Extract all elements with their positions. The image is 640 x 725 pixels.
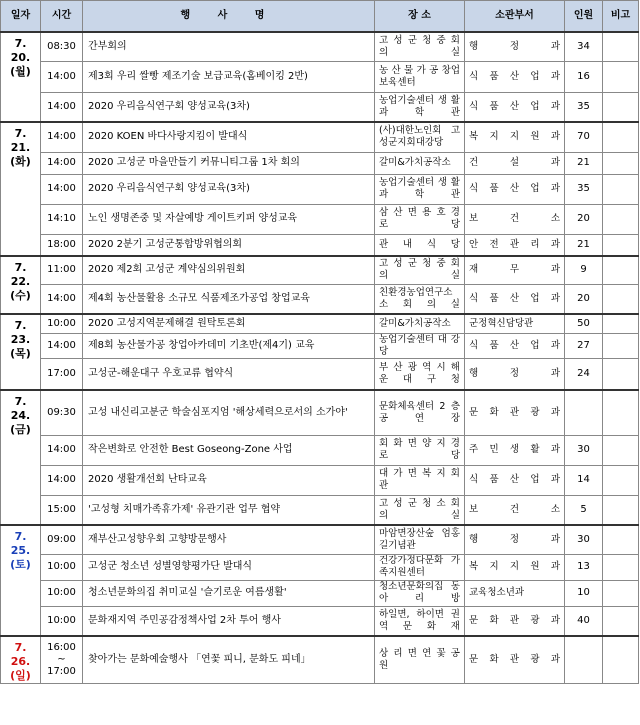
time-cell: 14:00 xyxy=(41,61,83,92)
weekday-label: (수) xyxy=(10,289,31,302)
date-cell xyxy=(1,390,41,525)
table-row xyxy=(1,358,639,390)
date-label: 7. 24. xyxy=(10,395,31,422)
table-row xyxy=(1,122,639,152)
department-cell: 문 화 관 광 과 xyxy=(465,606,565,636)
department-cell: 식 품 산 업 과 xyxy=(465,333,565,358)
table-row xyxy=(1,465,639,495)
event-name-cell: 작은변화로 안전한 Best Goseong-Zone 사업 xyxy=(83,435,375,465)
time-cell: 11:00 xyxy=(41,256,83,284)
notes-cell xyxy=(603,122,639,152)
event-name-cell: 제3회 우리 쌀빵 제조기술 보급교육(홈베이킹 2반) xyxy=(83,61,375,92)
notes-cell xyxy=(603,284,639,314)
table-row xyxy=(1,314,639,333)
table-row xyxy=(1,333,639,358)
time-cell: 14:00 xyxy=(41,435,83,465)
department-cell: 교육청소년과 xyxy=(465,580,565,606)
date-cell xyxy=(1,122,41,256)
place-cell: 고 성 군 청 중 회 의 실 xyxy=(375,256,465,284)
event-name-cell: 고성군-해운대구 우호교류 협약식 xyxy=(83,358,375,390)
department-cell: 행 정 과 xyxy=(465,32,565,61)
attendee-count-cell: 5 xyxy=(565,495,603,525)
weekday-label: (일) xyxy=(10,669,31,682)
place-cell: 농 산 물 가 공 창업보육센터 xyxy=(375,61,465,92)
time-cell: 14:00 xyxy=(41,174,83,204)
date-cell xyxy=(1,314,41,390)
department-cell: 행 정 과 xyxy=(465,525,565,554)
date-label: 7. 23. xyxy=(10,319,31,346)
place-cell: 부 산 광 역 시 해 운 대 구 청 xyxy=(375,358,465,390)
event-name-cell: '고성형 치매가족휴가제' 유관기관 업무 협약 xyxy=(83,495,375,525)
attendee-count-cell: 16 xyxy=(565,61,603,92)
place-cell: 농업기술센터 생 활 과 학 관 xyxy=(375,92,465,122)
attendee-count-cell xyxy=(565,636,603,684)
time-cell: 08:30 xyxy=(41,32,83,61)
time-cell: 09:00 xyxy=(41,525,83,554)
time-cell: 10:00 xyxy=(41,580,83,606)
notes-cell xyxy=(603,234,639,256)
department-cell: 보 건 소 xyxy=(465,495,565,525)
table-row xyxy=(1,204,639,234)
time-cell: 14:00 xyxy=(41,333,83,358)
event-name-cell: 청소년문화의집 취미교실 '슬기로운 여름생활' xyxy=(83,580,375,606)
event-name-cell: 고성 내신리고분군 학술심포지엄 '해상세력으로서의 소가야' xyxy=(83,390,375,435)
notes-cell xyxy=(603,174,639,204)
notes-cell xyxy=(603,358,639,390)
table-row xyxy=(1,495,639,525)
notes-cell xyxy=(603,495,639,525)
notes-cell xyxy=(603,465,639,495)
notes-cell xyxy=(603,61,639,92)
department-cell: 행 정 과 xyxy=(465,358,565,390)
date-cell xyxy=(1,636,41,684)
event-name-cell: 제4회 농산물활용 소규모 식품제조가공업 창업교육 xyxy=(83,284,375,314)
table-row xyxy=(1,554,639,580)
header-notes: 비고 xyxy=(603,1,639,33)
department-cell: 재 무 과 xyxy=(465,256,565,284)
header-dept: 소관부서 xyxy=(465,1,565,33)
event-name-cell: 재부산고성향우회 고향방문행사 xyxy=(83,525,375,554)
event-name-cell: 2020 제2회 고성군 계약심의위원회 xyxy=(83,256,375,284)
attendee-count-cell: 21 xyxy=(565,152,603,174)
time-cell: 14:10 xyxy=(41,204,83,234)
place-cell: 농업기술센터 대 강 당 xyxy=(375,333,465,358)
event-name-cell: 노인 생명존중 및 자살예방 게이트키퍼 양성교육 xyxy=(83,204,375,234)
event-name-cell: 2020 고성지역문제해결 원탁토론회 xyxy=(83,314,375,333)
header-attendees: 인원 xyxy=(565,1,603,33)
place-cell: 친환경농업연구소 소 회 의 실 xyxy=(375,284,465,314)
table-row xyxy=(1,390,639,435)
event-name-cell: 찾아가는 문화예술행사 「연꽃 피니, 문화도 피네」 xyxy=(83,636,375,684)
date-label: 7. 26. xyxy=(10,641,31,668)
table-row xyxy=(1,606,639,636)
header-place: 장 소 xyxy=(375,1,465,33)
header-time: 시간 xyxy=(41,1,83,33)
time-cell: 16:00 ~ 17:00 xyxy=(41,636,83,684)
attendee-count-cell: 9 xyxy=(565,256,603,284)
attendee-count-cell: 27 xyxy=(565,333,603,358)
department-cell: 복 지 지 원 과 xyxy=(465,554,565,580)
department-cell: 건 설 과 xyxy=(465,152,565,174)
attendee-count-cell xyxy=(565,390,603,435)
attendee-count-cell: 10 xyxy=(565,580,603,606)
place-cell: 하일면, 하이면 권 역 문 화 재 xyxy=(375,606,465,636)
date-label: 7. 21. xyxy=(10,127,31,154)
event-name-cell: 2020 2분기 고성군통합방위협의회 xyxy=(83,234,375,256)
date-label: 7. 20. xyxy=(10,37,31,64)
table-row xyxy=(1,234,639,256)
notes-cell xyxy=(603,314,639,333)
department-cell: 식 품 산 업 과 xyxy=(465,284,565,314)
time-cell: 14:00 xyxy=(41,284,83,314)
notes-cell xyxy=(603,636,639,684)
place-cell: 문화체육센터 2 층 공 연 장 xyxy=(375,390,465,435)
attendee-count-cell: 24 xyxy=(565,358,603,390)
attendee-count-cell: 20 xyxy=(565,284,603,314)
table-row xyxy=(1,525,639,554)
attendee-count-cell: 40 xyxy=(565,606,603,636)
table-row xyxy=(1,284,639,314)
department-cell: 식 품 산 업 과 xyxy=(465,465,565,495)
event-name-cell: 2020 우리음식연구회 양성교육(3차) xyxy=(83,174,375,204)
event-name-cell: 고성군 청소년 성별영향평가단 발대식 xyxy=(83,554,375,580)
attendee-count-cell: 35 xyxy=(565,174,603,204)
place-cell: 갈미&가치공작소 xyxy=(375,152,465,174)
table-row xyxy=(1,636,639,684)
department-cell: 식 품 산 업 과 xyxy=(465,174,565,204)
place-cell: 고 성 군 청 소 회 의 실 xyxy=(375,495,465,525)
place-cell: (사)대한노인회 고성군지회대강당 xyxy=(375,122,465,152)
attendee-count-cell: 13 xyxy=(565,554,603,580)
table-row xyxy=(1,32,639,61)
header-row xyxy=(1,1,639,33)
attendee-count-cell: 30 xyxy=(565,525,603,554)
table-row xyxy=(1,580,639,606)
notes-cell xyxy=(603,525,639,554)
attendee-count-cell: 34 xyxy=(565,32,603,61)
time-cell: 18:00 xyxy=(41,234,83,256)
time-cell: 10:00 xyxy=(41,606,83,636)
place-cell: 고 성 군 청 중 회 의 실 xyxy=(375,32,465,61)
notes-cell xyxy=(603,554,639,580)
event-name-cell: 제8회 농산물가공 창업아카데미 기초반(제4기) 교육 xyxy=(83,333,375,358)
time-cell: 14:00 xyxy=(41,122,83,152)
attendee-count-cell: 20 xyxy=(565,204,603,234)
place-cell: 건강가정다문화 가족지원센터 xyxy=(375,554,465,580)
attendee-count-cell: 70 xyxy=(565,122,603,152)
table-row xyxy=(1,92,639,122)
department-cell: 복 지 지 원 과 xyxy=(465,122,565,152)
notes-cell xyxy=(603,580,639,606)
table-row xyxy=(1,61,639,92)
place-cell: 대 가 면 복 지 회 관 xyxy=(375,465,465,495)
place-cell: 마암면장산숲 엄홍길기념관 xyxy=(375,525,465,554)
event-name-cell: 2020 고성군 마을만들기 커뮤니티그룹 1차 회의 xyxy=(83,152,375,174)
place-cell: 관 내 식 당 xyxy=(375,234,465,256)
table-row xyxy=(1,152,639,174)
header-event: 행 사 명 xyxy=(83,1,375,33)
time-cell: 14:00 xyxy=(41,152,83,174)
notes-cell xyxy=(603,92,639,122)
table-row xyxy=(1,435,639,465)
department-cell: 안 전 관 리 과 xyxy=(465,234,565,256)
notes-cell xyxy=(603,204,639,234)
place-cell: 삼 산 면 용 호 경 로 당 xyxy=(375,204,465,234)
date-cell xyxy=(1,256,41,314)
department-cell: 식 품 산 업 과 xyxy=(465,61,565,92)
time-cell: 17:00 xyxy=(41,358,83,390)
time-cell: 14:00 xyxy=(41,465,83,495)
time-cell: 15:00 xyxy=(41,495,83,525)
notes-cell xyxy=(603,333,639,358)
notes-cell xyxy=(603,32,639,61)
event-name-cell: 간부회의 xyxy=(83,32,375,61)
notes-cell xyxy=(603,606,639,636)
weekday-label: (토) xyxy=(10,558,31,571)
attendee-count-cell: 21 xyxy=(565,234,603,256)
table-row xyxy=(1,256,639,284)
department-cell: 식 품 산 업 과 xyxy=(465,92,565,122)
event-name-cell: 문화재지역 주민공감정책사업 2차 투어 행사 xyxy=(83,606,375,636)
time-cell: 10:00 xyxy=(41,554,83,580)
notes-cell xyxy=(603,152,639,174)
place-cell: 갈미&가치공작소 xyxy=(375,314,465,333)
place-cell: 상 리 면 연 꽃 공 원 xyxy=(375,636,465,684)
notes-cell xyxy=(603,435,639,465)
event-name-cell: 2020 KOEN 바다사랑지킴이 발대식 xyxy=(83,122,375,152)
date-label: 7. 25. xyxy=(10,530,31,557)
place-cell: 청소년문화의집 동 아 리 방 xyxy=(375,580,465,606)
date-cell xyxy=(1,525,41,636)
date-cell xyxy=(1,32,41,122)
time-cell: 09:30 xyxy=(41,390,83,435)
weekday-label: (월) xyxy=(10,65,31,78)
event-name-cell: 2020 우리음식연구회 양성교육(3차) xyxy=(83,92,375,122)
weekday-label: (목) xyxy=(10,347,31,360)
date-label: 7. 22. xyxy=(10,261,31,288)
attendee-count-cell: 14 xyxy=(565,465,603,495)
time-cell: 10:00 xyxy=(41,314,83,333)
event-name-cell: 2020 생활개선회 난타교육 xyxy=(83,465,375,495)
attendee-count-cell: 30 xyxy=(565,435,603,465)
department-cell: 문 화 관 광 과 xyxy=(465,390,565,435)
place-cell: 농업기술센터 생 활 과 학 관 xyxy=(375,174,465,204)
department-cell: 문 화 관 광 과 xyxy=(465,636,565,684)
header-date: 일자 xyxy=(1,1,41,33)
schedule-body xyxy=(1,32,639,684)
attendee-count-cell: 50 xyxy=(565,314,603,333)
notes-cell xyxy=(603,390,639,435)
department-cell: 주 민 생 활 과 xyxy=(465,435,565,465)
time-cell: 14:00 xyxy=(41,92,83,122)
department-cell: 보 건 소 xyxy=(465,204,565,234)
table-row xyxy=(1,174,639,204)
attendee-count-cell: 35 xyxy=(565,92,603,122)
department-cell: 군정혁신담당관 xyxy=(465,314,565,333)
notes-cell xyxy=(603,256,639,284)
weekday-label: (금) xyxy=(10,423,31,436)
weekday-label: (화) xyxy=(10,155,31,168)
place-cell: 회 화 면 양 지 경 로 당 xyxy=(375,435,465,465)
